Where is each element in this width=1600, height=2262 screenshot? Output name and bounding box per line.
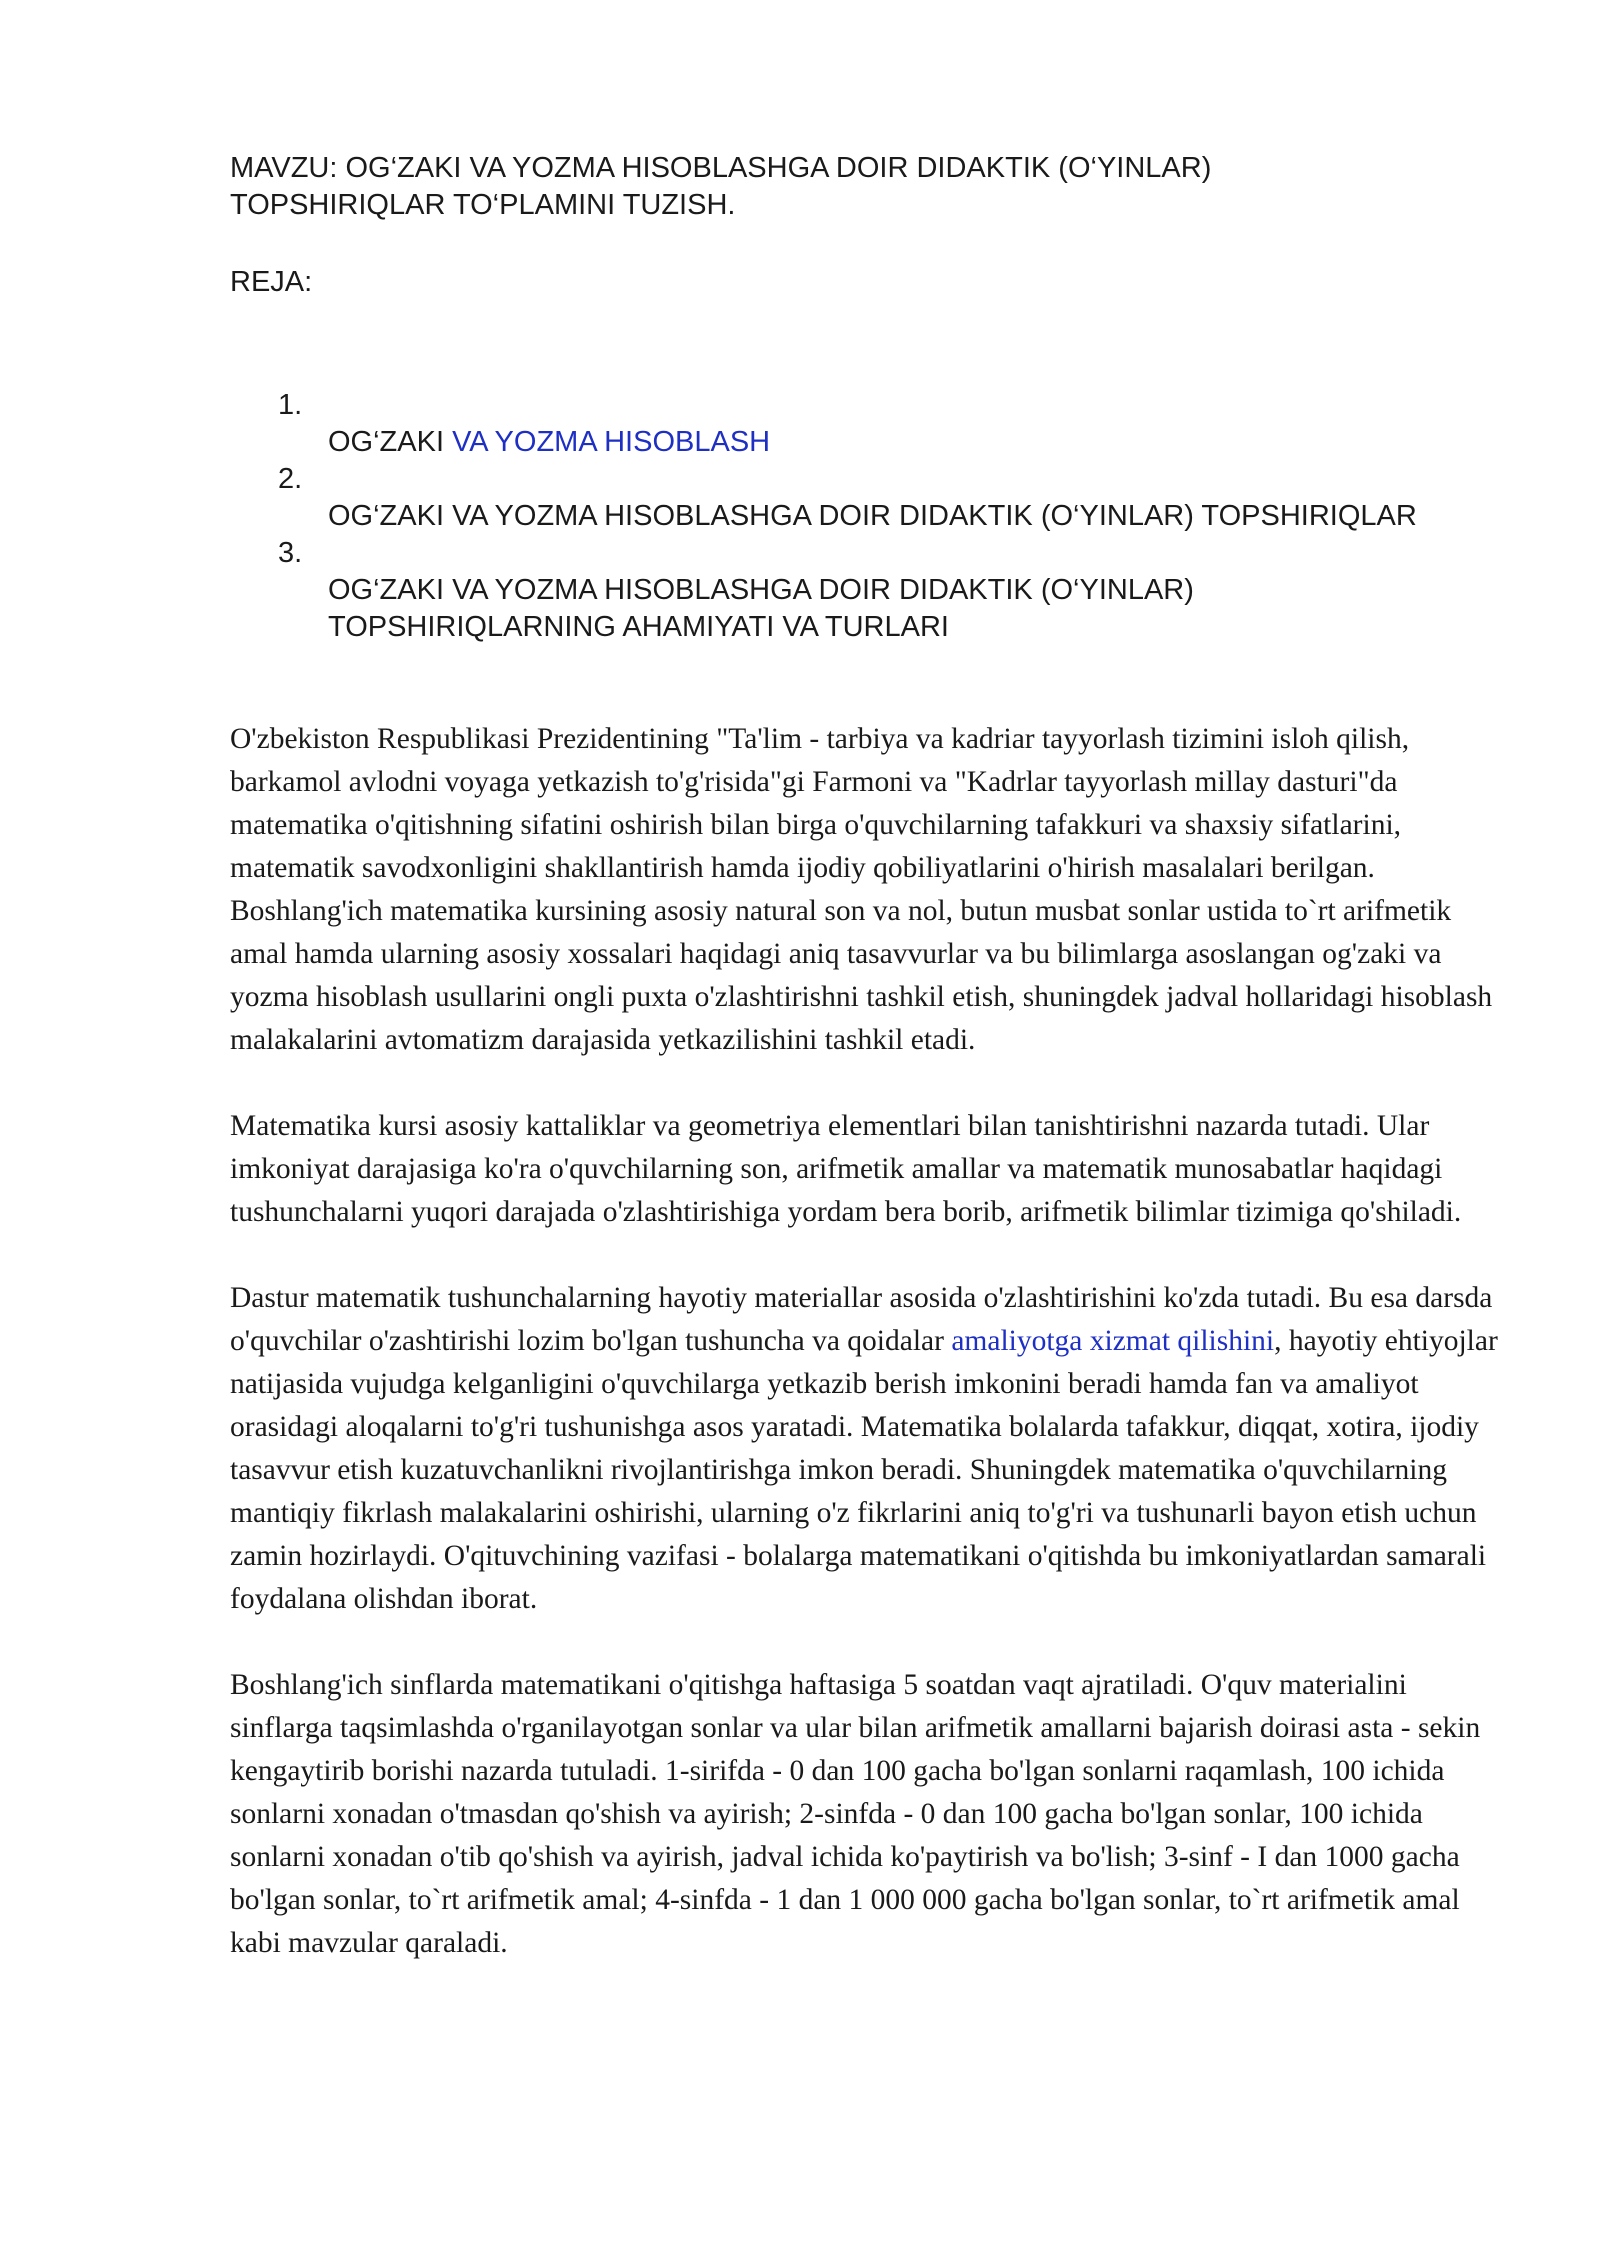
- body-paragraph-2: Matematika kursi asosiy kattaliklar va geometriya elementlari bilan tanishtirishni nazarda tutadi. Ular imkoniyat darajasiga ko'ra o'quvchilarning son, arifmetik amallar va matematik munosabatlar haqidagi tushunchalarni yuqori darajada o'zlashtirishiga yordam bera borib, arifmetik bilimlar tizimiga qo'shiladi.: [230, 1110, 1462, 1228]
- plan-item: [230, 387, 1490, 461]
- paragraph-3-text-end: , hayotiy ehtiyojlar natijasida vujudga kelganligini o'quvchilarga yetkazib berish imkonini beradi hamda fan va amaliyot orasidagi aloqalarni to'g'ri tushunishga asos yaratadi. Matematika bolalarda tafakkur, diqqat, xotira, ijodiy tasavvur etish kuzatuvchanlikni rivojlantirishga imkon beradi. Shuningdek matematika o'quvchilarning mantiqiy fikrlash malakalarini oshirishi, ularning o'z fikrlarini aniq to'g'ri va tushunarli bayon etish uchun zamin hozirlaydi. O'qituvchining vazifasi - bolalarga matematikani o'qitishda bu imkoniyatlardan samarali foydalana olishdan iborat.: [230, 1325, 1498, 1615]
- plan-heading: REJA:: [230, 266, 313, 298]
- plan-item: [230, 461, 1490, 535]
- plan-item-number: 1.: [278, 389, 303, 421]
- plan-item-text: [230, 424, 1428, 461]
- plan-item: [230, 535, 1490, 646]
- body-paragraph-3: [230, 1277, 1500, 1621]
- paragraph-3-link[interactable]: amaliyotga xizmat qilishini: [951, 1325, 1275, 1357]
- plan-item-link[interactable]: VA YOZMA HISOBLASH: [452, 426, 771, 458]
- plan-list: [230, 387, 1490, 646]
- paragraph-3-text-start: Dastur matematik tushunchalarning hayotiy materiallar asosida o'zlashtirishini ko'zda tutadi. Bu esa darsda o'quvchilar o'zashtirishi lozim bo'lgan tushuncha va qoidalar: [230, 1282, 1493, 1357]
- plan-item-text-plain: OG‘ZAKI: [328, 426, 453, 458]
- page-title: MAVZU: OG‘ZAKI VA YOZMA HISOBLASHGA DOIR DIDAKTIK (O‘YINLAR) TOPSHIRIQLAR TO‘PLAMINI TUZISH.: [230, 152, 1212, 221]
- body-paragraph-1: O'zbekiston Respublikasi Prezidentining "Ta'lim - tarbiya va kadriar tayyorlash tizimini isloh qilish, barkamol avlodni voyaga yetkazish to'g'risida"gi Farmoni va "Kadrlar tayyorlash millay dasturi"da matematika o'qitishning sifatini oshirish bilan birga o'quvchilarning tafakkuri va shaxsiy sifatlarini, matematik savodxonligini shakllantirish hamda ijodiy qobiliyatlarini o'hirish masalalari berilgan. Boshlang'ich matematika kursining asosiy natural son va nol, butun musbat sonlar ustida to`rt arifmetik amal hamda ularning asosiy xossalari haqidagi aniq tasavvurlar va bu bilimlarga asoslangan og'zaki va yozma hisoblash usullarini ongli puxta o'zlashtirishni tashkil etish, shuningdek jadval hollaridagi hisoblash malakalarini avtomatizm darajasida yetkazilishini tashkil etadi.: [230, 723, 1493, 1056]
- plan-item-text: OG‘ZAKI VA YOZMA HISOBLASHGA DOIR DIDAKTIK (O‘YINLAR) TOPSHIRIQLARNING AHAMIYATI VA TURLARI: [328, 574, 1194, 643]
- plan-item-text: OG‘ZAKI VA YOZMA HISOBLASHGA DOIR DIDAKTIK (O‘YINLAR) TOPSHIRIQLAR: [328, 500, 1417, 532]
- document-page: [230, 150, 1498, 1965]
- plan-item-number: 2.: [278, 463, 303, 495]
- body-paragraph-4: Boshlang'ich sinflarda matematikani o'qitishga haftasiga 5 soatdan vaqt ajratiladi. O'quv materialini sinflarga taqsimlashda o'rganilayotgan sonlar va ular bilan arifmetik amallarni bajarish doirasi asta - sekin kengaytirib borishi nazarda tutuladi. 1-sirifda - 0 dan 100 gacha bo'lgan sonlarni raqamlash, 100 ichida sonlarni xonadan o'tmasdan qo'shish va ayirish; 2-sinfda - 0 dan 100 gacha bo'lgan sonlar, 100 ichida sonlarni xonadan o'tib qo'shish va ayirish, jadval ichida ko'paytirish va bo'lish; 3-sinf - I dan 1000 gacha bo'lgan sonlar, to`rt arifmetik amal; 4-sinfda - 1 dan 1 000 000 gacha bo'lgan sonlar, to`rt arifmetik amal kabi mavzular qaraladi.: [230, 1669, 1481, 1959]
- plan-item-number: 3.: [278, 537, 303, 569]
